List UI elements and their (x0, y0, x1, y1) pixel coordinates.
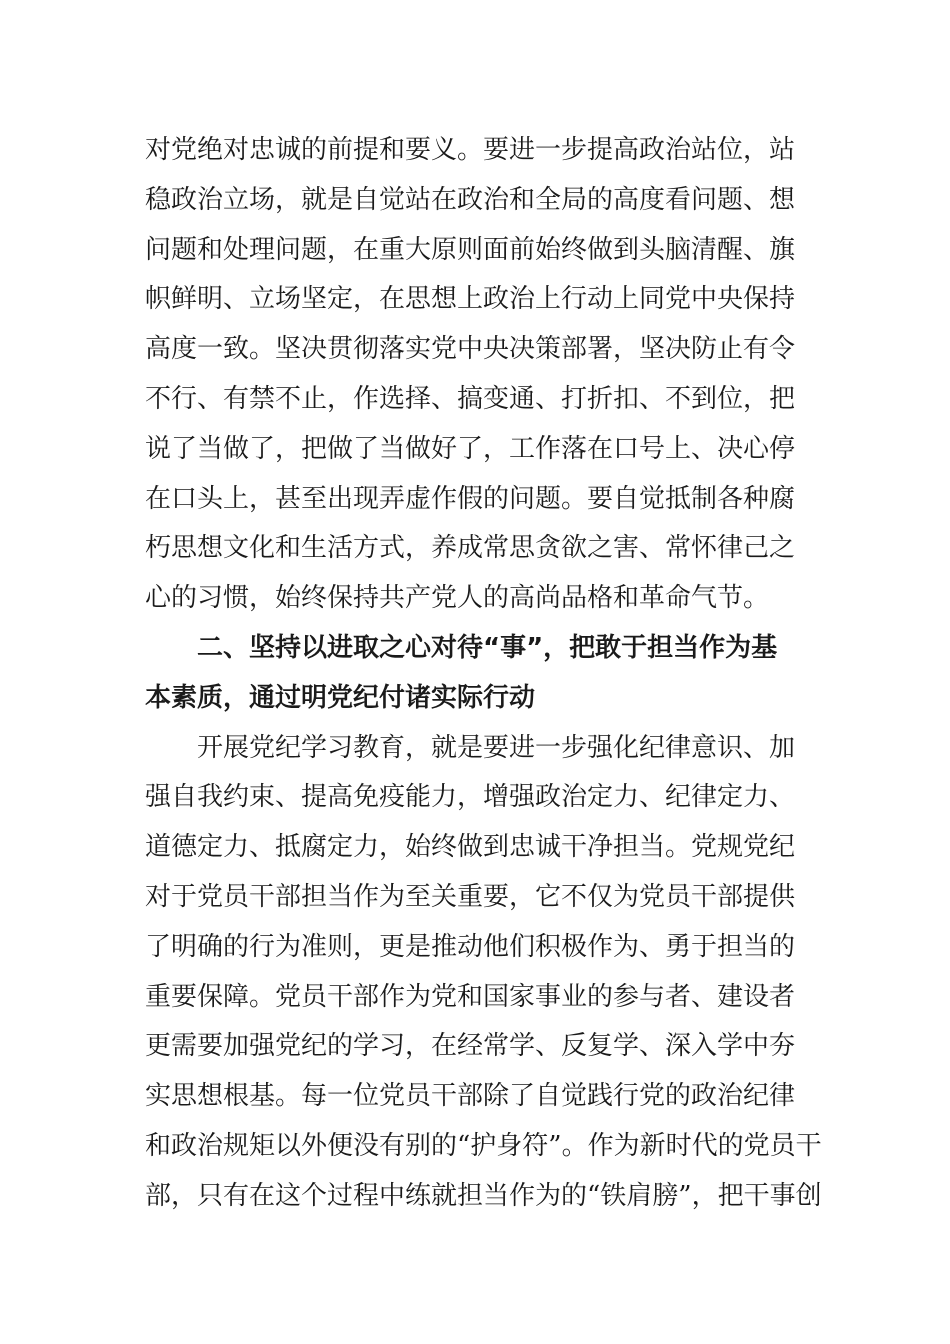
text-line: 问题和处理问题，在重大原则面前始终做到头脑清醒、旗 (145, 234, 796, 265)
text-line: 高度一致。坚决贯彻落实党中央决策部署，坚决防止有令 (145, 334, 796, 365)
text-line: 开展党纪学习教育，就是要进一步强化纪律意识、加 (197, 732, 796, 763)
text-line: 了明确的行为准则，更是推动他们积极作为、勇于担当的 (145, 931, 796, 962)
text-line: 实思想根基。每一位党员干部除了自觉践行党的政治纪律 (145, 1081, 796, 1112)
text-line: 和政治规矩以外便没有别的“护身符”。作为新时代的党员干 (145, 1130, 822, 1161)
section-heading-line: 本素质，通过明党纪付诸实际行动 (145, 682, 536, 713)
text-line: 更需要加强党纪的学习，在经常学、反复学、深入学中夯 (145, 1031, 796, 1062)
text-line: 强自我约束、提高免疫能力，增强政治定力、纪律定力、 (145, 782, 796, 813)
text-line: 稳政治立场，就是自觉站在政治和全局的高度看问题、想 (145, 184, 796, 215)
text-line: 帜鲜明、立场坚定，在思想上政治上行动上同党中央保持 (145, 284, 796, 315)
section-heading-line: 二、坚持以进取之心对待“事”，把敢于担当作为基 (197, 632, 778, 663)
text-line: 不行、有禁不止，作选择、搞变通、打折扣、不到位，把 (145, 383, 796, 414)
text-line: 部，只有在这个过程中练就担当作为的“铁肩膀”，把干事创 (145, 1180, 822, 1211)
text-line: 重要保障。党员干部作为党和国家事业的参与者、建设者 (145, 981, 796, 1012)
text-line: 朽思想文化和生活方式，养成常思贪欲之害、常怀律己之 (145, 533, 796, 564)
text-line: 心的习惯，始终保持共产党人的高尚品格和革命气节。 (145, 583, 770, 614)
text-line: 说了当做了，把做了当做好了，工作落在口号上、决心停 (145, 433, 796, 464)
text-line: 在口头上，甚至出现弄虚作假的问题。要自觉抵制各种腐 (145, 483, 796, 514)
body-text (145, 126, 822, 1222)
text-line: 对党绝对忠诚的前提和要义。要进一步提高政治站位，站 (145, 135, 796, 165)
text-line: 对于党员干部担当作为至关重要，它不仅为党员干部提供 (145, 881, 796, 912)
text-line: 道德定力、抵腐定力，始终做到忠诚干净担当。党规党纪 (145, 832, 796, 863)
